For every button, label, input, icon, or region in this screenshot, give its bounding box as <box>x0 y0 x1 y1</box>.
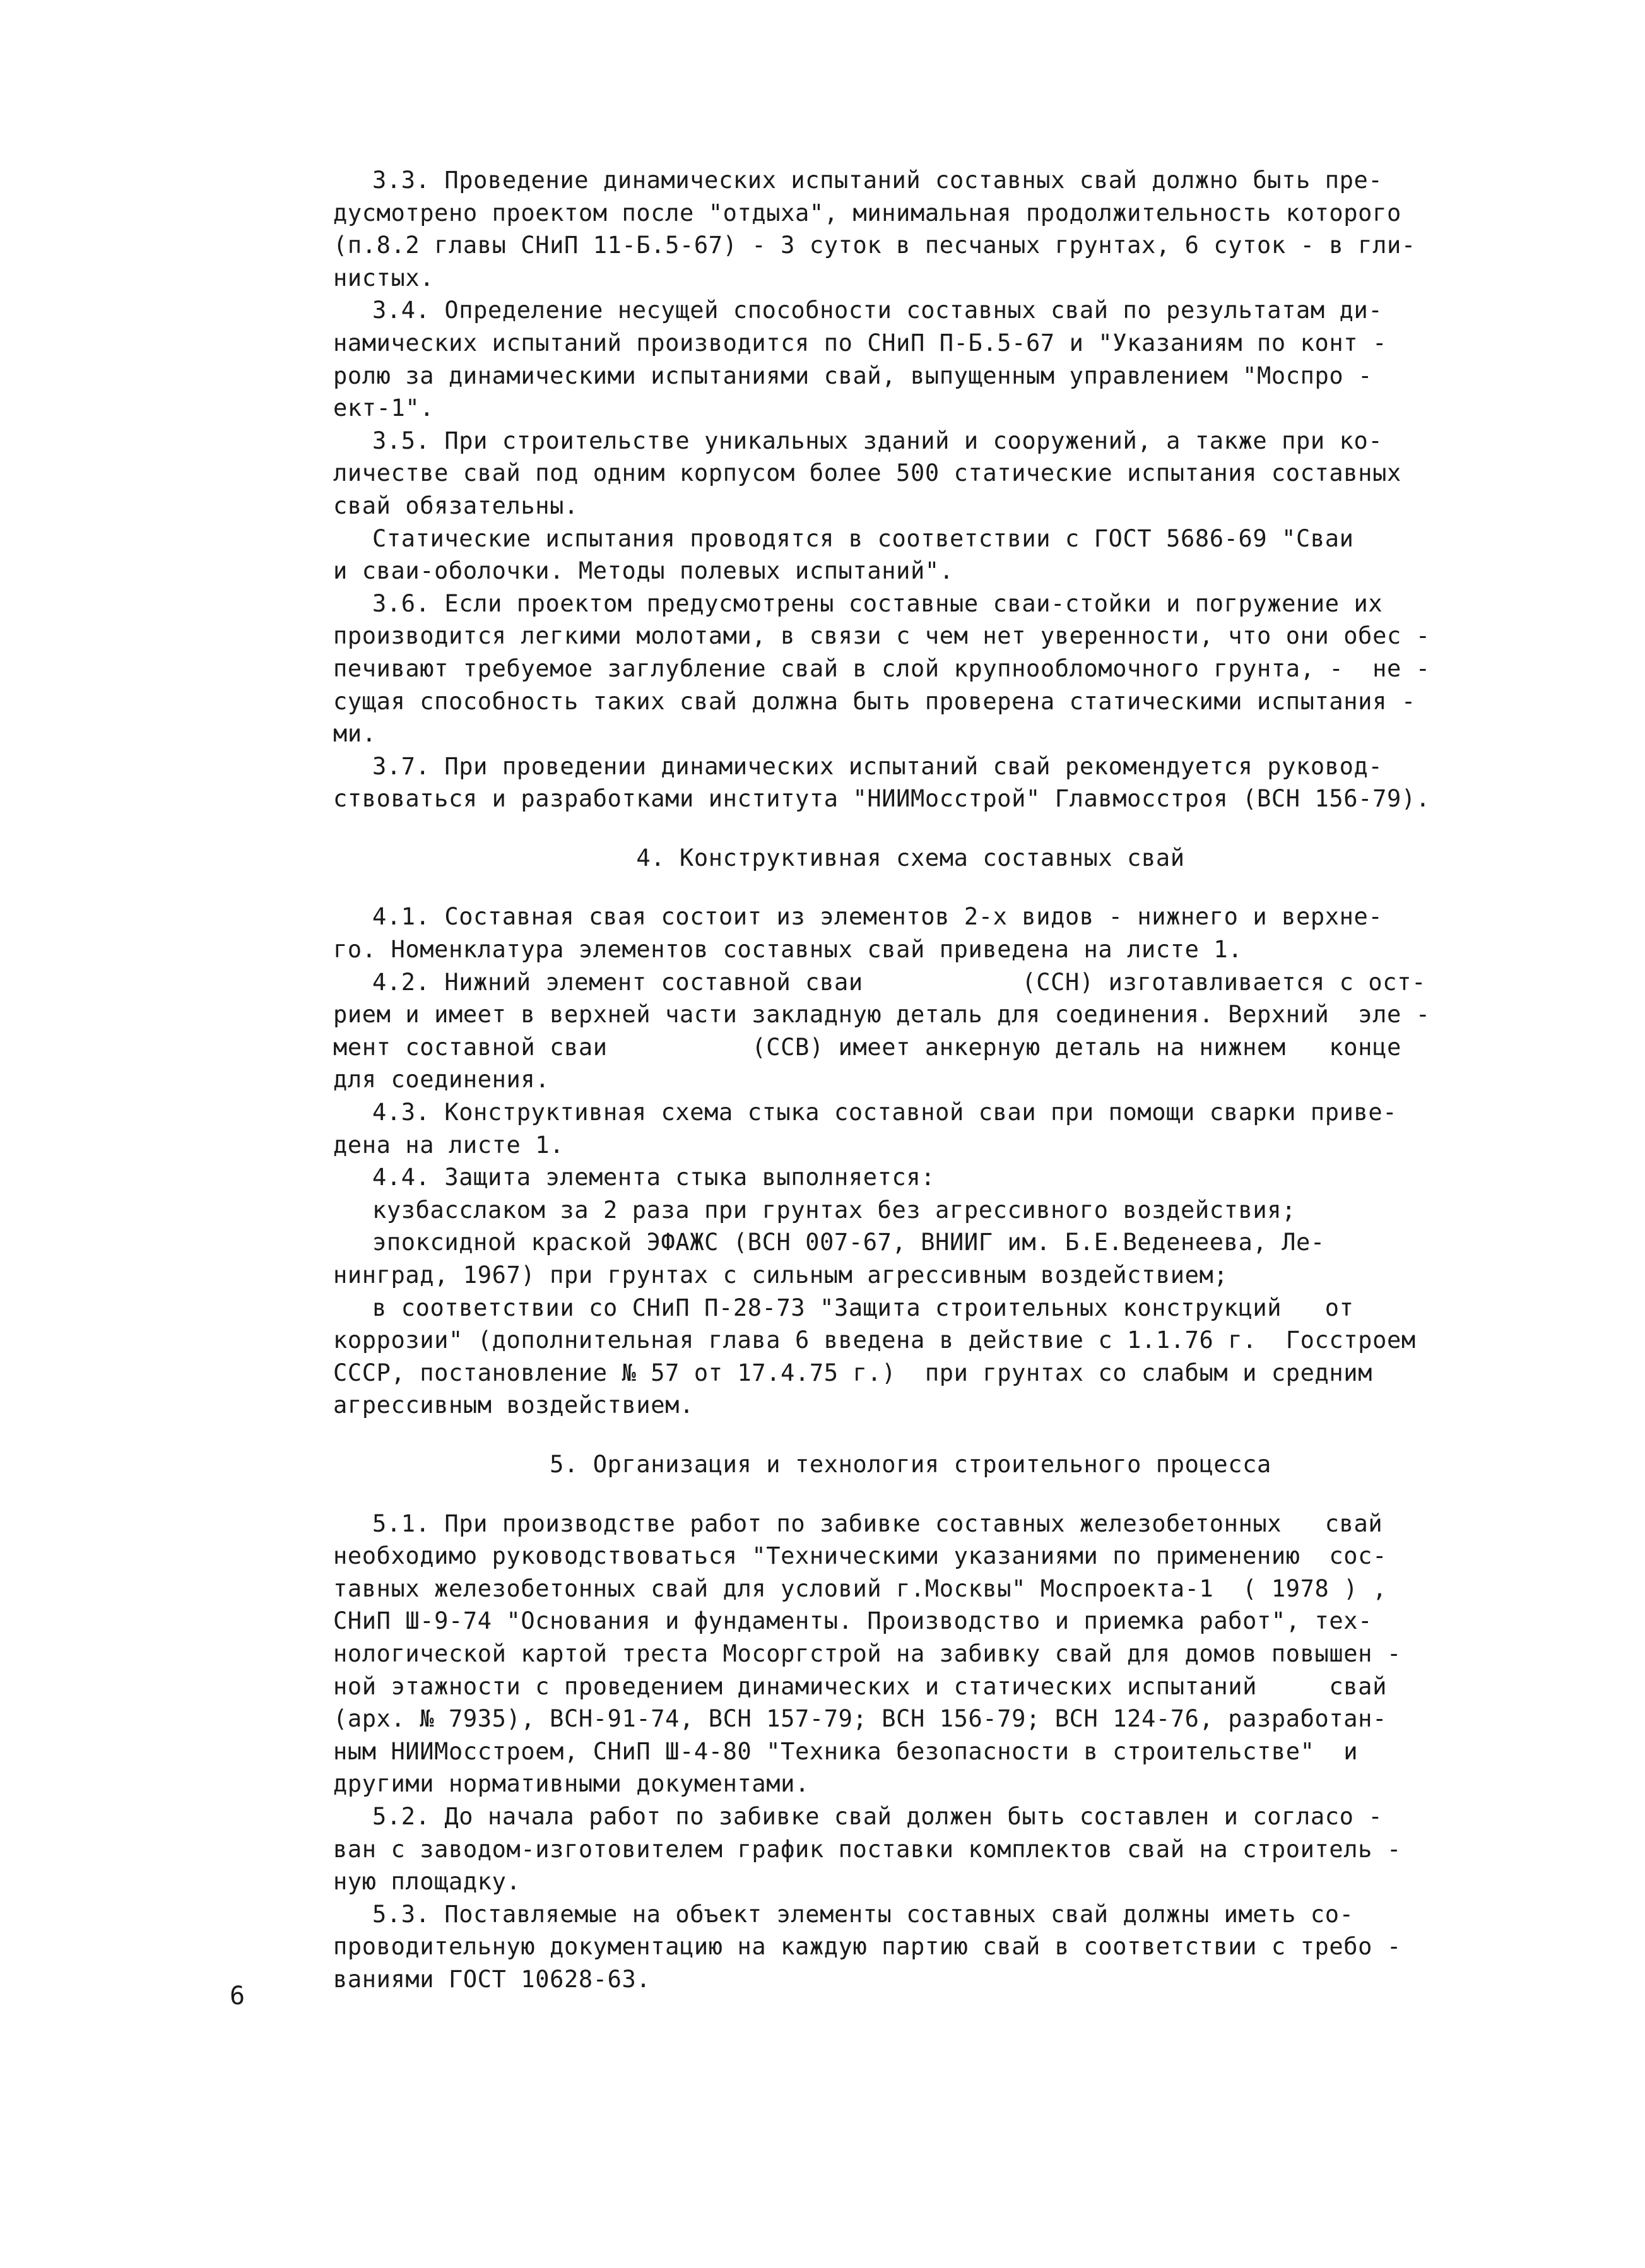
text-line: сущая способность таких свай должна быть проверена статическими испытания - <box>333 687 1416 715</box>
text-line: ную площадку. <box>333 1868 521 1896</box>
text-line: СССР, постановление № 57 от 17.4.75 г.) при грунтах со слабым и средним <box>333 1359 1373 1386</box>
text-line: личестве свай под одним корпусом более 500 статические испытания составных <box>333 459 1401 487</box>
text-line: тавных железобетонных свай для условий г.Москвы" Моспроекта-1 ( 1978 ) , <box>333 1574 1387 1602</box>
text-line: ваниями ГОСТ 10628-63. <box>333 1965 651 1993</box>
text-line: 5.1. При производстве работ по забивке составных железобетонных свай <box>372 1509 1383 1537</box>
section-4-body <box>333 901 1488 1422</box>
text-line: мент составной сваи (ССВ) имеет анкерную деталь на нижнем конце <box>333 1033 1401 1061</box>
text-line: в соответствии со СНиП П-28-73 "Защита строительных конструкций от <box>372 1294 1354 1321</box>
text-line: 3.7. При проведении динамических испытаний свай рекомендуется руковод- <box>372 752 1383 780</box>
text-line: 4.2. Нижний элемент составной сваи (ССН) изготавливается с ост- <box>372 968 1426 996</box>
text-line: проводительную документацию на каждую партию свай в соответствии с требо - <box>333 1933 1401 1961</box>
text-line: нинград, 1967) при грунтах с сильным агрессивным воздействием; <box>333 1261 1229 1289</box>
page-number: 6 <box>230 1982 245 2011</box>
text-line: другими нормативными документами. <box>333 1770 810 1798</box>
text-line: 3.4. Определение несущей способности составных свай по результатам ди- <box>372 297 1383 324</box>
text-line: ми. <box>333 720 377 748</box>
page-content <box>333 164 1488 1995</box>
text-line: нологической картой треста Мосоргстрой на забивку свай для домов повышен - <box>333 1639 1401 1667</box>
text-line: нистых. <box>333 264 435 292</box>
text-line: (п.8.2 главы СНиП 11-Б.5-67) - 3 суток в песчаных грунтах, 6 суток - в гли- <box>333 232 1416 259</box>
text-line: 3.6. Если проектом предусмотрены составные сваи-стойки и погружение их <box>372 589 1383 617</box>
text-line: намических испытаний производится по СНиП П-Б.5-67 и "Указаниям по конт - <box>333 329 1387 357</box>
spacer <box>333 1422 1488 1448</box>
text-line: печивают требуемое заглубление свай в слой крупнообломочного грунта, - не - <box>333 654 1430 682</box>
text-line: ным НИИМосстроем, СНиП Ш-4-80 "Техника безопасности в строительстве" и <box>333 1737 1359 1765</box>
text-line: 5.3. Поставляемые на объект элементы составных свай должны иметь со- <box>372 1900 1354 1928</box>
text-line: 4.1. Составная свая состоит из элементов 2-х видов - нижнего и верхне- <box>372 903 1383 931</box>
spacer <box>333 815 1488 842</box>
text-line: свай обязательны. <box>333 492 579 519</box>
text-line: 5.2. До начала работ по забивке свай должен быть составлен и согласо - <box>372 1802 1383 1830</box>
text-line: коррозии" (дополнительная глава 6 введена в действие с 1.1.76 г. Госстроем <box>333 1326 1416 1354</box>
section-3-body <box>333 164 1488 815</box>
section-5-body <box>333 1508 1488 1996</box>
text-line: 4.4. Защита элемента стыка выполняется: <box>372 1164 936 1191</box>
spacer <box>333 874 1488 901</box>
text-line: дена на листе 1. <box>333 1131 565 1159</box>
text-line: для соединения. <box>333 1066 550 1094</box>
text-line: Статические испытания проводятся в соответствии с ГОСТ 5686-69 "Сваи <box>372 524 1354 552</box>
text-line: 3.5. При строительстве уникальных зданий и сооружений, а также при ко- <box>372 427 1383 454</box>
text-line: ствоваться и разработками института "НИИМосстрой" Главмосстроя (ВСН 156-79). <box>333 785 1430 813</box>
text-line: эпоксидной краской ЭФАЖС (ВСН 007-67, ВНИИГ им. Б.Е.Веденеева, Ле- <box>372 1229 1325 1256</box>
spacer <box>333 1481 1488 1508</box>
text-line: ван с заводом-изготовителем график поставки комплектов свай на строитель - <box>333 1835 1401 1863</box>
text-line: производится легкими молотами, в связи с чем нет уверенности, что они обес - <box>333 622 1430 650</box>
text-line: (арх. № 7935), ВСН-91-74, ВСН 157-79; ВСН 156-79; ВСН 124-76, разработан- <box>333 1705 1387 1733</box>
section-5-heading: 5. Организация и технология строительного процесса <box>550 1450 1271 1478</box>
text-line: и сваи-оболочки. Методы полевых испытаний". <box>333 557 954 585</box>
text-line: агрессивным воздействием. <box>333 1391 694 1419</box>
text-line: дусмотрено проектом после "отдыха", минимальная продолжительность которого <box>333 199 1401 227</box>
text-line: ект-1". <box>333 394 435 422</box>
text-line: 3.3. Проведение динамических испытаний составных свай должно быть пре- <box>372 167 1383 194</box>
text-line: необходимо руководствоваться "Техническими указаниями по применению сос- <box>333 1542 1387 1570</box>
text-line: 4.3. Конструктивная схема стыка составной сваи при помощи сварки приве- <box>372 1099 1398 1126</box>
text-line: го. Номенклатура элементов составных свай приведена на листе 1. <box>333 936 1243 964</box>
text-line: ной этажности с проведением динамических и статических испытаний свай <box>333 1672 1387 1700</box>
text-line: СНиП Ш-9-74 "Основания и фундаменты. Производство и приемка работ", тех- <box>333 1607 1373 1635</box>
text-line: рием и имеет в верхней части закладную деталь для соединения. Верхний эле - <box>333 1001 1430 1029</box>
text-line: ролю за динамическими испытаниями свай, выпущенным управлением "Моспро - <box>333 362 1373 389</box>
text-line: кузбасслаком за 2 раза при грунтах без агрессивного воздействия; <box>372 1196 1297 1224</box>
section-4-heading: 4. Конструктивная схема составных свай <box>636 844 1185 871</box>
